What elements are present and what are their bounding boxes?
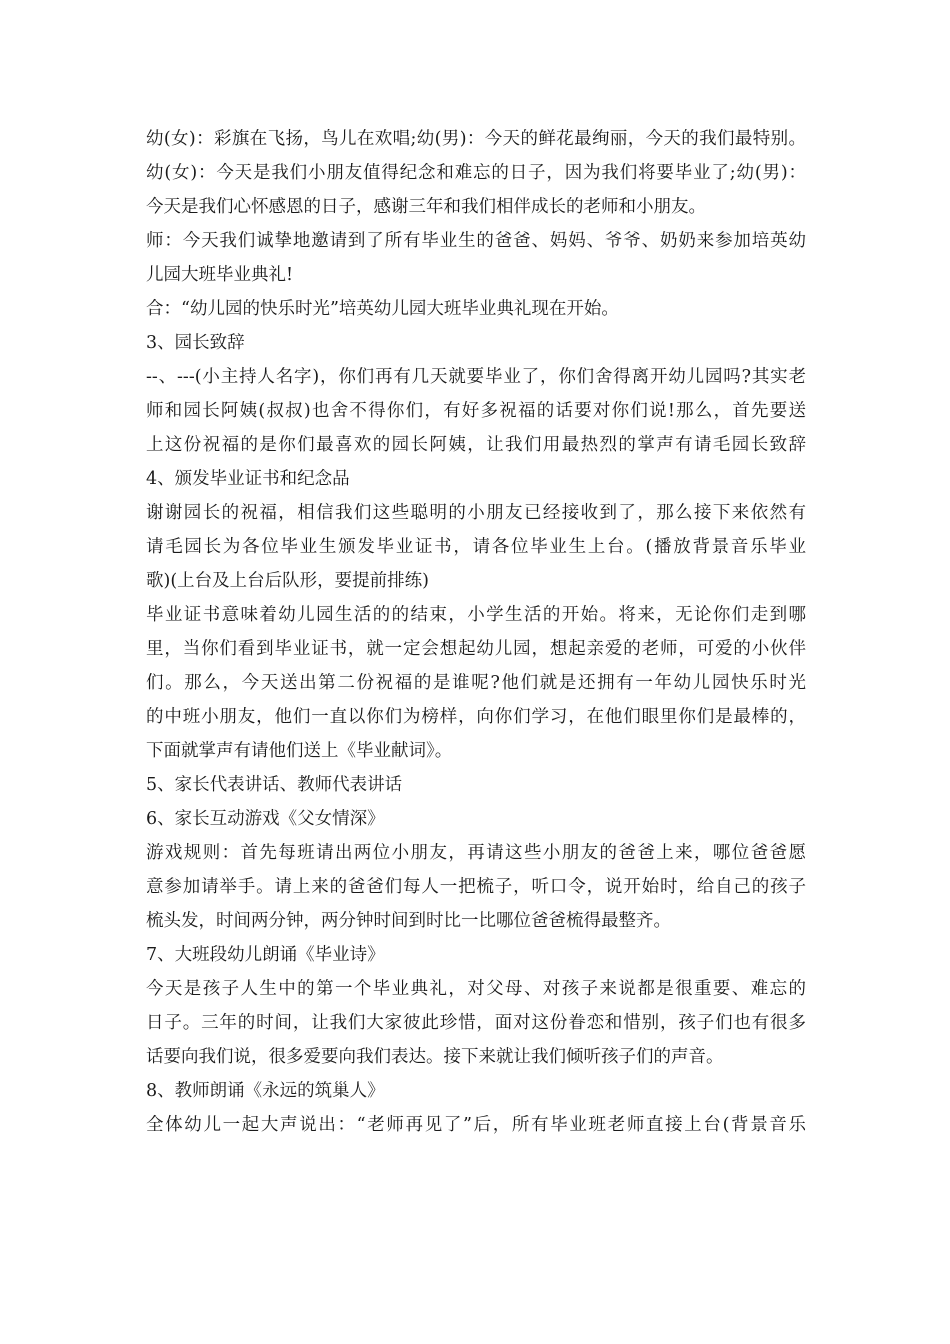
text-line: 请毛园长为各位毕业生颁发毕业证书，请各位毕业生上台。(播放背景音乐毕业 bbox=[146, 537, 806, 557]
text-line: 梳头发，时间两分钟，两分钟时间到时比一比哪位爸爸梳得最整齐。 bbox=[146, 911, 671, 931]
text-line: 今天是孩子人生中的第一个毕业典礼，对父母、对孩子来说都是很重要、难忘的 bbox=[146, 979, 806, 999]
text-line: 儿园大班毕业典礼! bbox=[146, 265, 294, 285]
text-line: 全体幼儿一起大声说出：“老师再见了”后，所有毕业班老师直接上台(背景音乐 bbox=[146, 1115, 806, 1135]
text-line: 师：今天我们诚挚地邀请到了所有毕业生的爸爸、妈妈、爷爷、奶奶来参加培英幼 bbox=[146, 231, 806, 251]
text-line: 歌)(上台及上台后队形，要提前排练) bbox=[146, 571, 429, 591]
text-line: 合：“幼儿园的快乐时光”培英幼儿园大班毕业典礼现在开始。 bbox=[146, 299, 619, 319]
text-line: 的中班小朋友，他们一直以你们为榜样，向你们学习，在他们眼里你们是最棒的， bbox=[146, 707, 806, 727]
text-line: 幼(女)：彩旗在飞扬，鸟儿在欢唱;幼(男)：今天的鲜花最绚丽，今天的我们最特别。 bbox=[146, 129, 806, 149]
text-line: 话要向我们说，很多爱要向我们表达。接下来就让我们倾听孩子们的声音。 bbox=[146, 1047, 724, 1067]
text-line: 今天是我们心怀感恩的日子，感谢三年和我们相伴成长的老师和小朋友。 bbox=[146, 197, 706, 217]
document-body bbox=[146, 122, 806, 1142]
text-line: --、---(小主持人名字)，你们再有几天就要毕业了，你们舍得离开幼儿园吗?其实老 bbox=[146, 367, 806, 387]
text-line: 毕业证书意味着幼儿园生活的的结束，小学生活的开始。将来，无论你们走到哪 bbox=[146, 605, 806, 625]
section-heading: 5、家长代表讲话、教师代表讲话 bbox=[146, 775, 403, 795]
section-heading: 6、家长互动游戏《父女情深》 bbox=[146, 809, 385, 829]
text-line: 里，当你们看到毕业证书，就一定会想起幼儿园，想起亲爱的老师，可爱的小伙伴 bbox=[146, 639, 806, 659]
text-line: 意参加请举手。请上来的爸爸们每人一把梳子，听口令，说开始时，给自己的孩子 bbox=[146, 877, 806, 897]
section-heading: 4、颁发毕业证书和纪念品 bbox=[146, 469, 350, 489]
text-line: 谢谢园长的祝福，相信我们这些聪明的小朋友已经接收到了，那么接下来依然有 bbox=[146, 503, 806, 523]
text-line: 师和园长阿姨(叔叔)也舍不得你们，有好多祝福的话要对你们说!那么，首先要送 bbox=[146, 401, 806, 421]
text-line: 们。那么，今天送出第二份祝福的是谁呢?他们就是还拥有一年幼儿园快乐时光 bbox=[146, 673, 806, 693]
text-line: 上这份祝福的是你们最喜欢的园长阿姨，让我们用最热烈的掌声有请毛园长致辞 bbox=[146, 435, 806, 455]
text-line: 日子。三年的时间，让我们大家彼此珍惜，面对这份眷恋和惜别，孩子们也有很多 bbox=[146, 1013, 806, 1033]
text-line: 幼(女)：今天是我们小朋友值得纪念和难忘的日子，因为我们将要毕业了;幼(男)： bbox=[146, 163, 806, 183]
section-heading: 7、大班段幼儿朗诵《毕业诗》 bbox=[146, 945, 385, 965]
text-line: 下面就掌声有请他们送上《毕业献词》。 bbox=[146, 741, 453, 761]
section-heading: 3、园长致辞 bbox=[146, 333, 245, 353]
section-heading: 8、教师朗诵《永远的筑巢人》 bbox=[146, 1081, 385, 1101]
text-line: 游戏规则：首先每班请出两位小朋友，再请这些小朋友的爸爸上来，哪位爸爸愿 bbox=[146, 843, 806, 863]
